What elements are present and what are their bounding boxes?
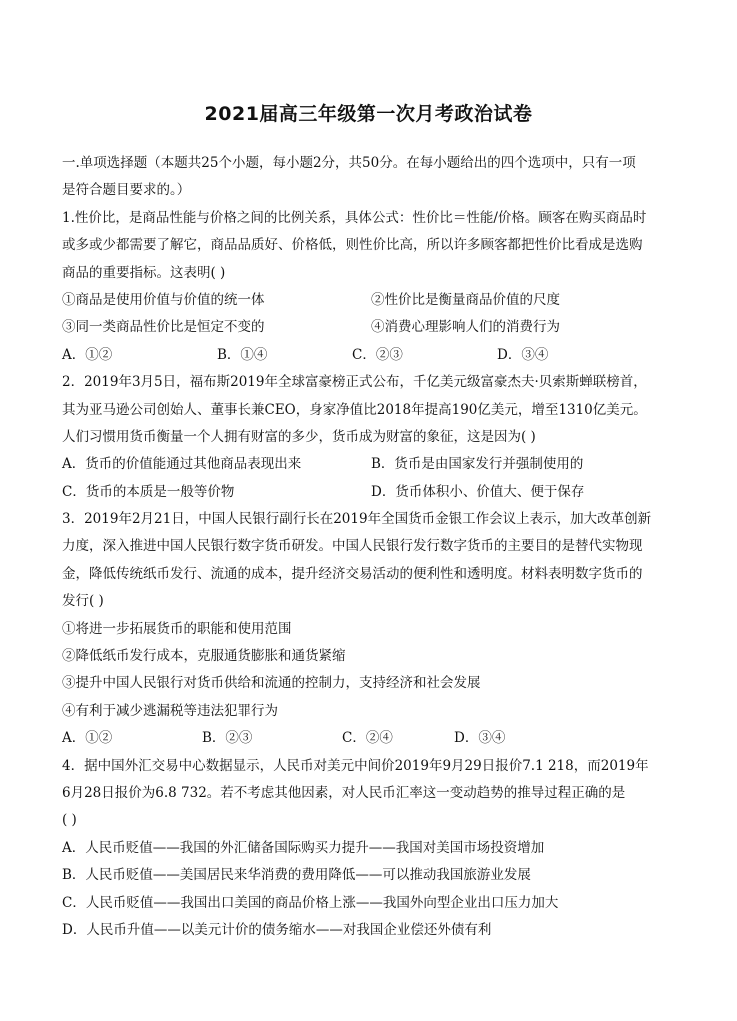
- question-stem: 6月28日报价为6.8 732。若不考虑其他因素，对人民币汇率这一变动趋势的推导过程正确的是: [62, 784, 626, 801]
- option-d[interactable]: D．货币体积小、价值大、便于保存: [371, 483, 585, 500]
- item: ②降低纸币发行成本，克服通货膨胀和通货紧缩: [62, 648, 346, 665]
- page-title: 2021届高三年级第一次月考政治试卷: [204, 103, 533, 125]
- option-a[interactable]: A．①②: [62, 346, 113, 363]
- option-b[interactable]: B．①④: [217, 346, 268, 363]
- question-stem: 3．2019年2月21日，中国人民银行副行长在2019年全国货币金银工作会议上表示，加大改革创新: [62, 511, 652, 528]
- question-1: [62, 205, 680, 369]
- question-stem: 4．据中国外汇交易中心数据显示，人民币对美元中间价2019年9月29日报价7.1 218，而2019年: [62, 757, 649, 774]
- option-d[interactable]: D．③④: [497, 346, 549, 363]
- option-b[interactable]: B．人民币贬值——美国居民来华消费的费用降低——可以推动我国旅游业发展: [62, 867, 531, 884]
- question-stem: 1.性价比，是商品性能与价格之间的比例关系，具体公式：性价比＝性能/价格。顾客在购买商品时: [62, 209, 647, 226]
- question-stem: 或多或少都需要了解它，商品品质好、价格低，则性价比高，所以许多顾客都把性价比看成是选购: [62, 237, 643, 254]
- option-b[interactable]: B．货币是由国家发行并强制使用的: [371, 456, 584, 473]
- option-row: [62, 479, 680, 506]
- section-instruction: 一.单项选择题（本题共25个小题，每小题2分，共50分。在每小题给出的四个选项中，只有一项: [62, 155, 636, 171]
- question-4: [62, 753, 680, 945]
- option-c[interactable]: C．②④: [342, 730, 393, 747]
- question-stem: ( ): [62, 812, 77, 829]
- section-instruction: 是符合题目要求的。）: [62, 182, 191, 199]
- question-stem: 人们习惯用货币衡量一个人拥有财富的多少，货币成为财富的象征，这是因为( ): [62, 428, 536, 445]
- question-stem: 商品的重要指标。这表明( ): [62, 264, 226, 281]
- option-a[interactable]: A．货币的价值能通过其他商品表现出来: [62, 456, 302, 473]
- option-a[interactable]: A．人民币贬值——我国的外汇储备国际购买力提升——我国对美国市场投资增加: [62, 839, 545, 856]
- option-row: [62, 451, 680, 478]
- item: ④有利于减少逃漏税等违法犯罪行为: [62, 702, 278, 719]
- question-stem: 金，降低传统纸币发行、流通的成本，提升经济交易活动的便利性和透明度。材料表明数字货币的: [62, 565, 643, 582]
- option-b[interactable]: B．②③: [202, 730, 253, 747]
- option-d[interactable]: D．③④: [454, 730, 506, 747]
- option-d[interactable]: D．人民币升值——以美元计价的债务缩水——对我国企业偿还外债有利: [62, 921, 492, 938]
- item: ②性价比是衡量商品价值的尺度: [371, 291, 560, 308]
- question-stem: 2．2019年3月5日，福布斯2019年全球富豪榜正式公布，千亿美元级富豪杰夫·贝索斯蝉联榜首，: [62, 374, 647, 391]
- option-c[interactable]: C．②③: [352, 346, 403, 363]
- option-row: [62, 725, 680, 752]
- item: ①将进一步拓展货币的职能和使用范围: [62, 620, 292, 637]
- item: ④消费心理影响人们的消费行为: [371, 319, 560, 336]
- question-stem: 其为亚马逊公司创始人、董事长兼CEO，身家净值比2018年提高190亿美元，增至1310亿美元。: [62, 401, 647, 418]
- option-row: [62, 342, 680, 369]
- exam-content: [62, 150, 680, 944]
- item-row: [62, 314, 680, 341]
- question-3: [62, 506, 680, 753]
- option-a[interactable]: A．①②: [62, 730, 113, 747]
- item-row: [62, 287, 680, 314]
- item: ③提升中国人民银行对货币供给和流通的控制力，支持经济和社会发展: [62, 675, 481, 692]
- question-stem: 发行( ): [62, 593, 104, 610]
- item: ①商品是使用价值与价值的统一体: [62, 291, 265, 308]
- question-2: [62, 369, 680, 506]
- option-c[interactable]: C．人民币贬值——我国出口美国的商品价格上涨——我国外向型企业出口压力加大: [62, 894, 559, 911]
- option-c[interactable]: C．货币的本质是一般等价物: [62, 483, 235, 500]
- question-stem: 力度，深入推进中国人民银行数字货币研发。中国人民银行发行数字货币的主要目的是替代实物现: [62, 538, 643, 555]
- item: ③同一类商品性价比是恒定不变的: [62, 319, 265, 336]
